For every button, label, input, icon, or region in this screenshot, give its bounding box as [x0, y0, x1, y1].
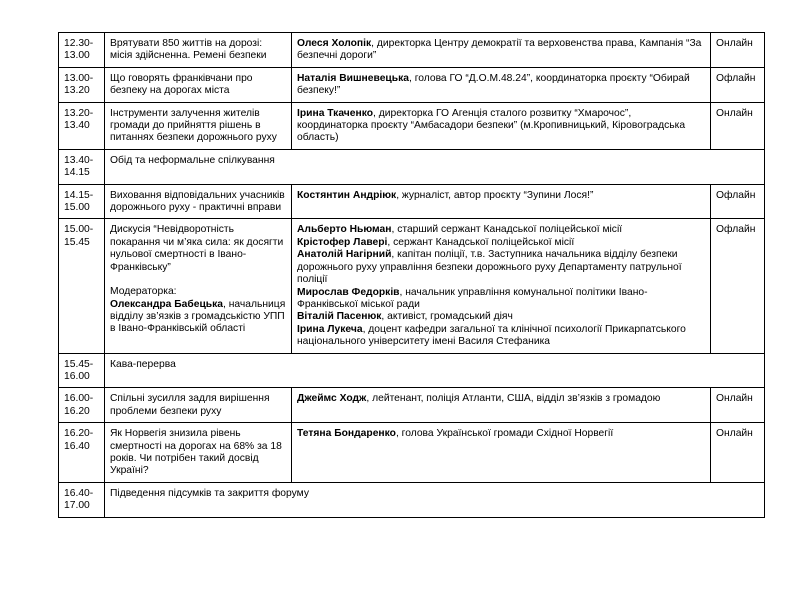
moderator-label: Модераторка: — [110, 286, 177, 298]
speaker-entry — [297, 224, 705, 236]
speaker-name: Віталій Пасенюк — [297, 311, 382, 323]
topic-text: Як Норвегія знизила рівень смертності на дорогах на 68% за 18 років. Чи потрібен такий досвід Україні? — [110, 428, 282, 477]
speaker-name: Мирослав Федорків — [297, 286, 400, 298]
speaker-entry — [297, 428, 705, 440]
speaker-name: Анатолій Нагірний — [297, 249, 392, 261]
break-cell: Обід та неформальне спілкування — [105, 149, 765, 184]
time-cell: 16.00- 16.20 — [59, 388, 105, 423]
speaker-role: , журналіст, автор проєкту “Зупини Лося!” — [396, 189, 594, 201]
time-cell: 14.15- 15.00 — [59, 184, 105, 219]
break-cell: Кава-перерва — [105, 353, 765, 388]
speaker-name: Олеся Холопік — [297, 38, 372, 49]
speaker-entry — [297, 190, 705, 202]
topic-text: Врятувати 850 життів на дорозі: місія здійсненна. Ремені безпеки — [110, 38, 267, 62]
speaker-entry — [297, 287, 705, 312]
speaker-entry — [297, 249, 705, 286]
agenda-row — [59, 388, 765, 423]
agenda-row — [59, 102, 765, 149]
time-cell: 12.30- 13.00 — [59, 33, 105, 68]
format-cell: Онлайн — [711, 33, 765, 68]
agenda-body — [59, 33, 765, 518]
speaker-role: , лейтенант, поліція Атланти, США, відділ зв’язків з громадою — [366, 393, 661, 405]
speaker-name: Наталія Вишневецька — [297, 72, 409, 84]
speaker-name: Ірина Ткаченко — [297, 107, 374, 119]
topic-text: Дискусія “Невідворотність покарання чи м’яка сила: як досягти нульової смертності в Івано-Франківську” — [110, 224, 284, 273]
agenda-row — [59, 149, 765, 184]
topic-cell — [105, 184, 292, 219]
speaker-entry — [297, 108, 705, 145]
topic-cell — [105, 33, 292, 68]
time-cell: 15.45- 16.00 — [59, 353, 105, 388]
format-cell: Онлайн — [711, 102, 765, 149]
time-cell: 13.00- 13.20 — [59, 67, 105, 102]
topic-cell — [105, 219, 292, 353]
topic-cell — [105, 423, 292, 483]
moderator-role: , начальниця відділу зв’язків з громадськістю УПП в Івано-Франківській області — [110, 298, 286, 335]
agenda-row — [59, 184, 765, 219]
speakers-cell — [292, 184, 711, 219]
format-cell: Онлайн — [711, 423, 765, 483]
speaker-role: , директорка ГО Агенція сталого розвитку “Хмарочос”, координаторка проєкту “Амбасадори безпеки” (м.Кропивницький, Кіровоградська область) — [297, 107, 686, 144]
speaker-entry — [297, 311, 705, 323]
speaker-role: , старший сержант Канадської поліцейської місії — [391, 224, 623, 236]
speakers-cell — [292, 219, 711, 353]
speaker-name: Костянтин Андріюк — [297, 189, 397, 201]
speaker-name: Ірина Лукеча — [297, 323, 363, 335]
agenda-row — [59, 353, 765, 388]
speaker-role: , голова ГО “Д.О.М.48.24”, координаторка проєкту “Обирай безпеку!” — [297, 72, 690, 97]
speaker-entry — [297, 324, 705, 349]
speaker-role: , капітан поліції, т.в. Заступника начальника відділу безпеки дорожнього руху управління безпеки дорожнього руху Департаменту патрульної поліції — [297, 249, 682, 286]
topic-text: Спільні зусилля задля вирішення проблеми безпеки руху — [110, 393, 270, 417]
topic-cell — [105, 388, 292, 423]
speaker-role: , голова Української громади Східної Норвегії — [395, 428, 614, 440]
speaker-role: , директорка Центру демократії та верховенства права, Кампанія “За безпечні дороги” — [297, 38, 702, 62]
agenda-table — [58, 32, 765, 518]
speaker-entry — [297, 38, 705, 63]
speakers-cell — [292, 423, 711, 483]
topic-text: Що говорять франківчани про безпеку на дорогах міста — [110, 72, 253, 97]
speaker-name: Крістофер Лавері — [297, 236, 388, 248]
speakers-cell — [292, 33, 711, 68]
topic-text: Виховання відповідальних учасників дорожнього руху - практичні вправи — [110, 189, 285, 214]
speaker-role: , активіст, громадський діяч — [381, 311, 513, 323]
agenda-row — [59, 33, 765, 68]
agenda-row — [59, 219, 765, 353]
agenda-row — [59, 67, 765, 102]
time-cell: 13.20- 13.40 — [59, 102, 105, 149]
moderator-name: Олександра Бабецька — [110, 298, 223, 310]
speaker-entry — [297, 393, 705, 405]
topic-cell — [105, 102, 292, 149]
speaker-name: Альберто Ньюман — [297, 224, 392, 236]
agenda-row — [59, 423, 765, 483]
speaker-name: Джеймс Ходж — [297, 393, 367, 405]
time-cell: 15.00- 15.45 — [59, 219, 105, 353]
format-cell: Офлайн — [711, 184, 765, 219]
format-cell: Офлайн — [711, 219, 765, 353]
format-cell: Онлайн — [711, 388, 765, 423]
speaker-role: , начальник управління комунальної політики Івано-Франківської міської ради — [297, 286, 648, 310]
topic-cell — [105, 67, 292, 102]
speakers-cell — [292, 67, 711, 102]
speaker-entry — [297, 73, 705, 98]
break-cell: Підведення підсумків та закриття форуму — [105, 482, 765, 517]
speakers-cell — [292, 102, 711, 149]
time-cell: 16.20- 16.40 — [59, 423, 105, 483]
speaker-role: , доцент кафедри загальної та клінічної психології Прикарпатського національного університету імені Василя Стефаника — [297, 323, 686, 348]
time-cell: 16.40- 17.00 — [59, 482, 105, 517]
topic-text: Інструменти залучення жителів громади до прийняття рішень в питаннях безпеки дорожнього руху — [110, 107, 277, 144]
speaker-entry — [297, 237, 705, 249]
speaker-role: , сержант Канадської поліцейської місії — [387, 236, 575, 248]
format-cell: Офлайн — [711, 67, 765, 102]
agenda-row — [59, 482, 765, 517]
speakers-cell — [292, 388, 711, 423]
time-cell: 13.40- 14.15 — [59, 149, 105, 184]
speaker-name: Тетяна Бондаренко — [297, 428, 396, 440]
